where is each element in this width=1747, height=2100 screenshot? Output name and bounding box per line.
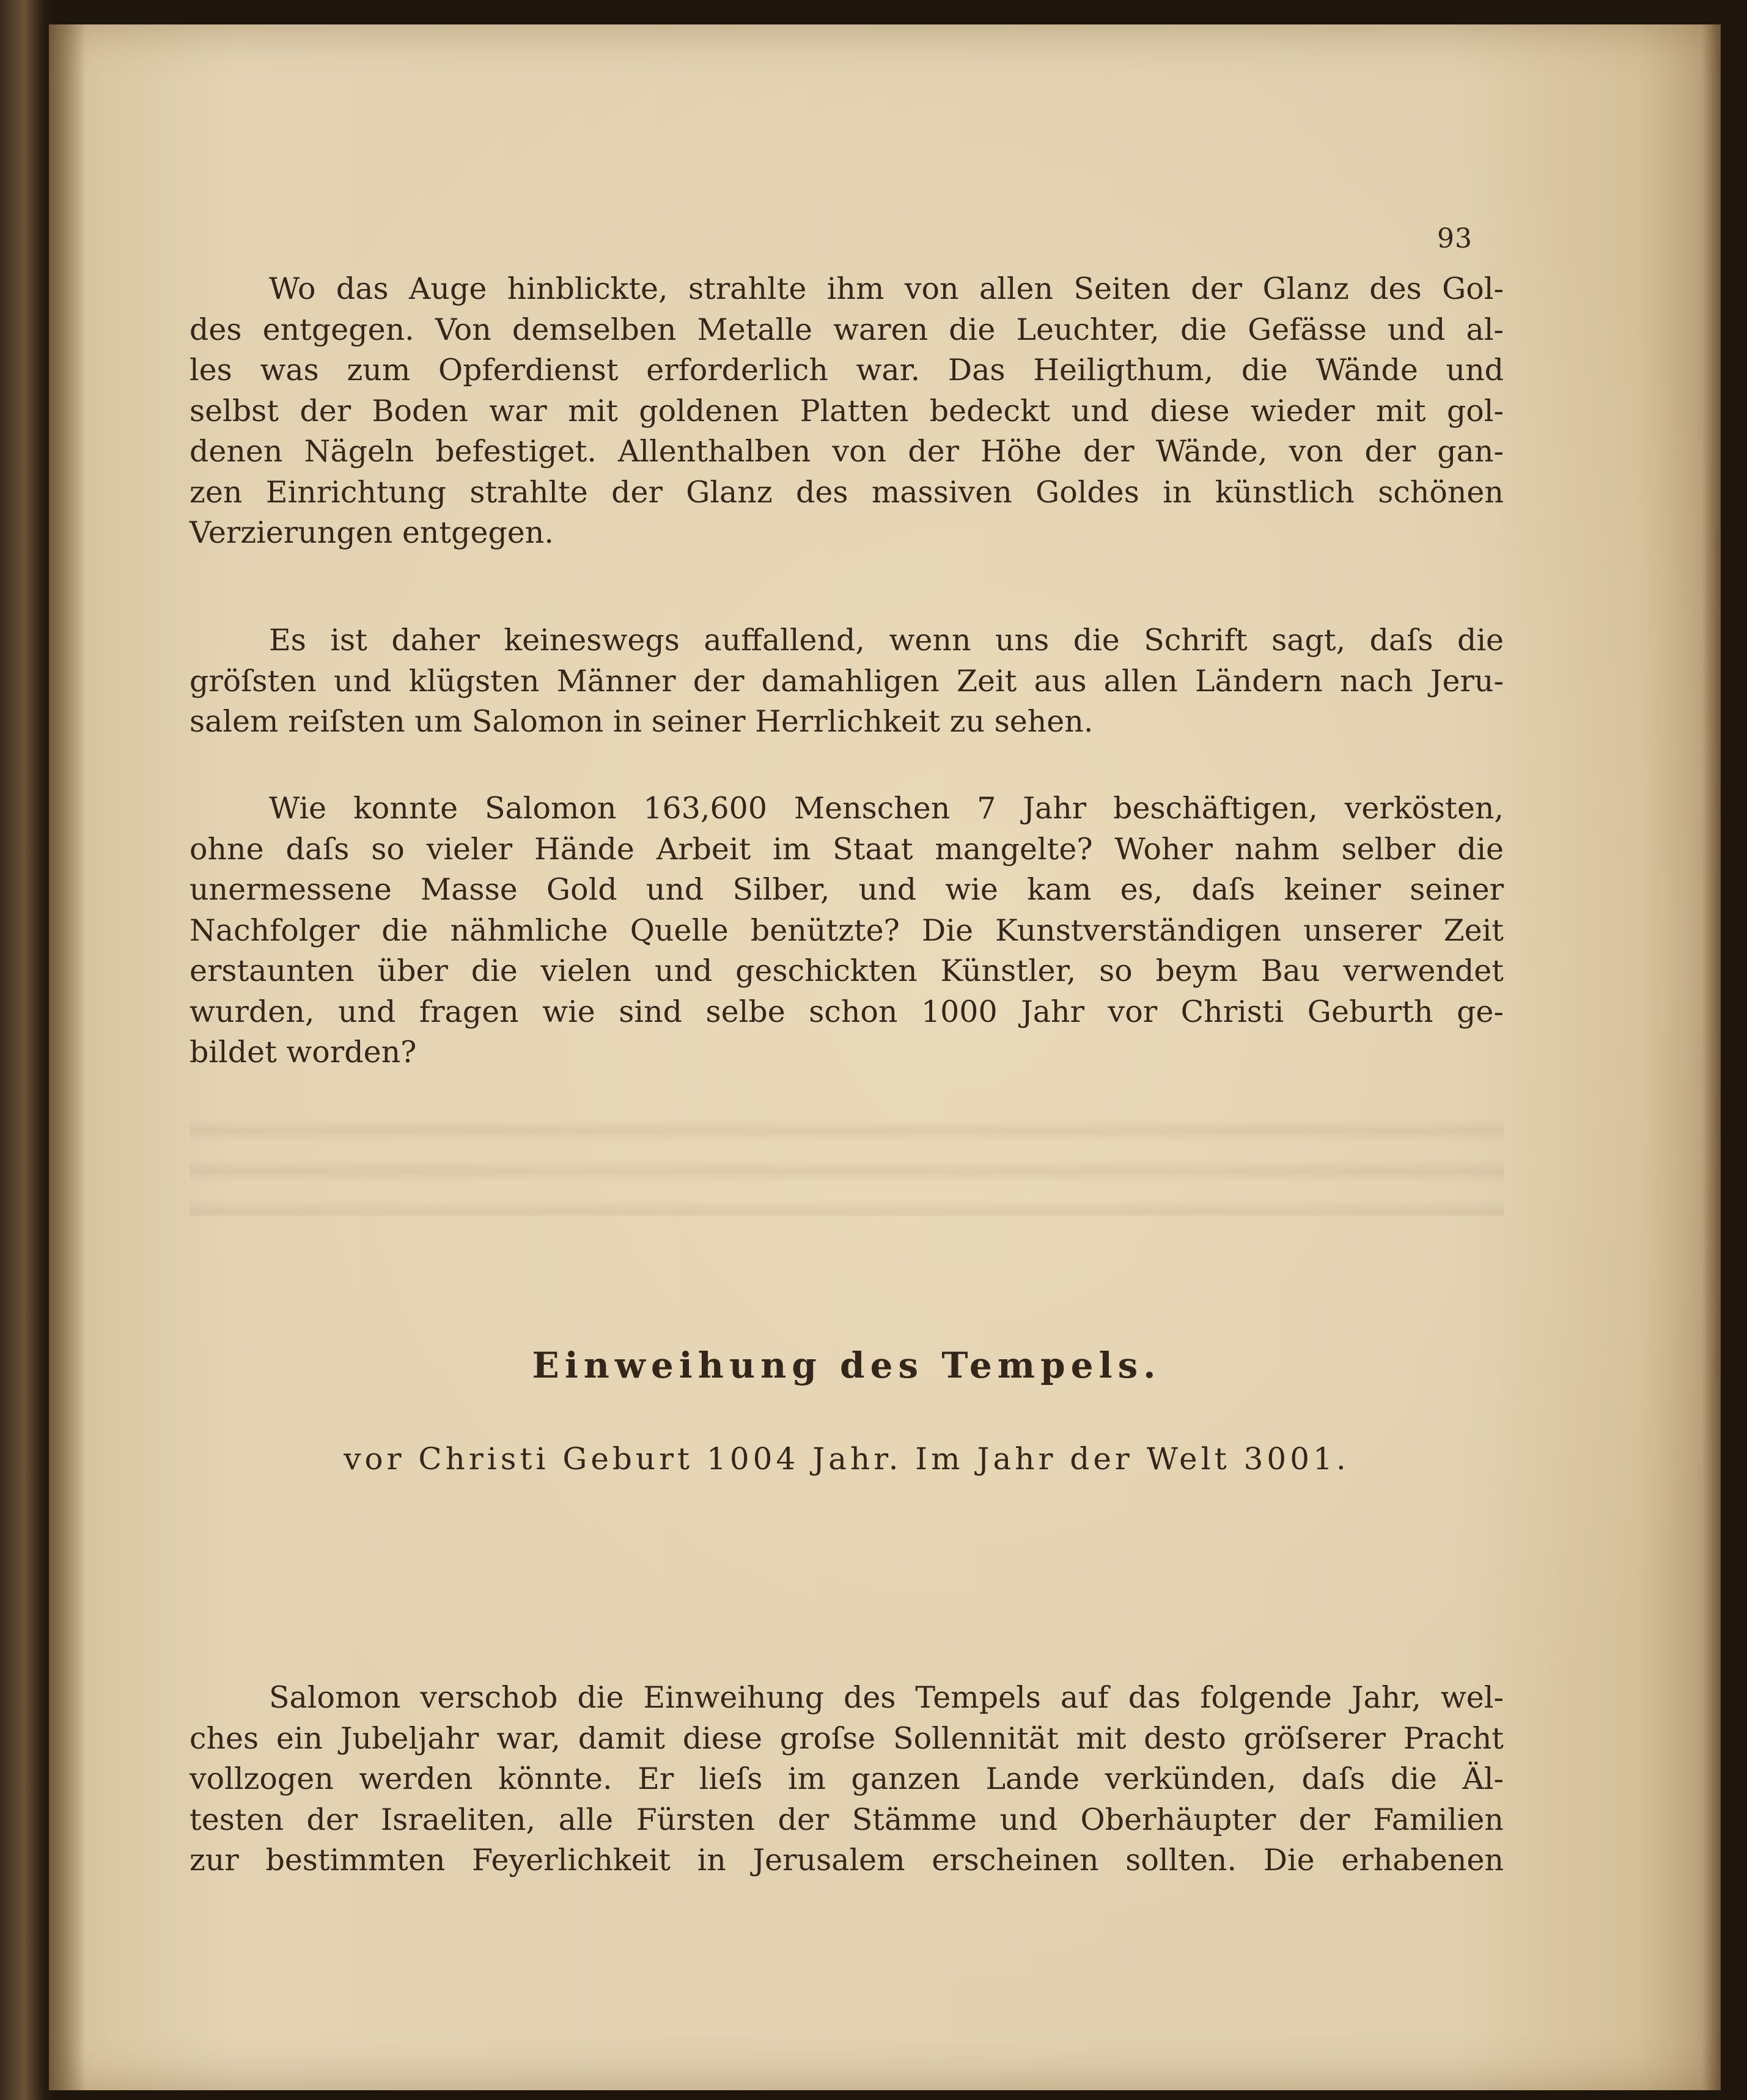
- text-line: Wo das Auge hinblickte, strahlte ihm von allen Seiten der Glanz des Gol-: [269, 271, 1504, 306]
- text-line: zur bestimmten Feyerlichkeit in Jerusalem erscheinen sollten. Die erhabenen: [189, 1843, 1504, 1878]
- text-line: wurden, und fragen wie sind selbe schon 1000 Jahr vor Christi Geburth ge-: [189, 994, 1504, 1029]
- spine-shadow: [49, 24, 86, 2090]
- book-page: [49, 24, 1721, 2090]
- text-line: Wie konnte Salomon 163,600 Menschen 7 Jahr beschäftigen, verkösten,: [269, 791, 1504, 826]
- section-date-line: vor Christi Geburt 1004 Jahr. Im Jahr der Welt 3001.: [344, 1441, 1350, 1477]
- text-line: testen der Israeliten, alle Fürsten der Stämme und Oberhäupter der Familien: [189, 1802, 1504, 1837]
- page-number: 93: [1437, 223, 1473, 254]
- text-line: ches ein Jubeljahr war, damit diese groſse Sollennität mit desto gröſserer Pracht: [189, 1720, 1504, 1756]
- text-line: zen Einrichtung strahlte der Glanz des massiven Goldes in künstlich schönen: [189, 474, 1504, 510]
- text-line: gröſsten und klügsten Männer der damahligen Zeit aus allen Ländern nach Jeru-: [189, 663, 1504, 699]
- show-through-ink: [189, 1118, 1504, 1216]
- text-line: selbst der Boden war mit goldenen Platten bedeckt und diese wieder mit gol-: [189, 393, 1504, 428]
- text-line: ohne daſs so vieler Hände Arbeit im Staat mangelte? Woher nahm selber die: [189, 831, 1504, 867]
- text-line: Es ist daher keineswegs auffallend, wenn uns die Schrift sagt, daſs die: [269, 623, 1504, 658]
- text-line: Nachfolger die nähmliche Quelle benützte? Die Kunstverständigen unserer Zeit: [189, 912, 1504, 948]
- text-line: vollzogen werden könnte. Er lieſs im ganzen Lande verkünden, daſs die Äl-: [189, 1761, 1504, 1796]
- text-line: des entgegen. Von demselben Metalle waren die Leuchter, die Gefässe und al-: [189, 312, 1504, 347]
- text-line: Salomon verschob die Einweihung des Tempels auf das folgende Jahr, wel-: [269, 1680, 1504, 1715]
- paragraph-wise-men: [189, 620, 1504, 743]
- text-line: les was zum Opferdienst erforderlich war. Das Heiligthum, die Wände und: [189, 353, 1504, 387]
- text-line: Verzierungen entgegen.: [189, 515, 554, 550]
- text-line: bildet worden?: [189, 1035, 417, 1070]
- text-line: denen Nägeln befestiget. Allenthalben von der Höhe der Wände, von der gan-: [189, 434, 1504, 469]
- section-title: Einweihung des Tempels.: [532, 1345, 1161, 1386]
- text-line: salem reiſsten um Salomon in seiner Herrlichkeit zu sehen.: [189, 704, 1094, 739]
- text-line: erstaunten über die vielen und geschickten Künstler, so beym Bau verwendet: [189, 953, 1504, 988]
- text-line: unermessene Masse Gold und Silber, und wie kam es, daſs keiner seiner: [189, 872, 1504, 907]
- paragraph-questions: [189, 788, 1504, 1073]
- paragraph-consecration: [189, 1678, 1504, 1881]
- paragraph-gold-splendor: [189, 269, 1504, 554]
- page-edge: [1702, 24, 1721, 2090]
